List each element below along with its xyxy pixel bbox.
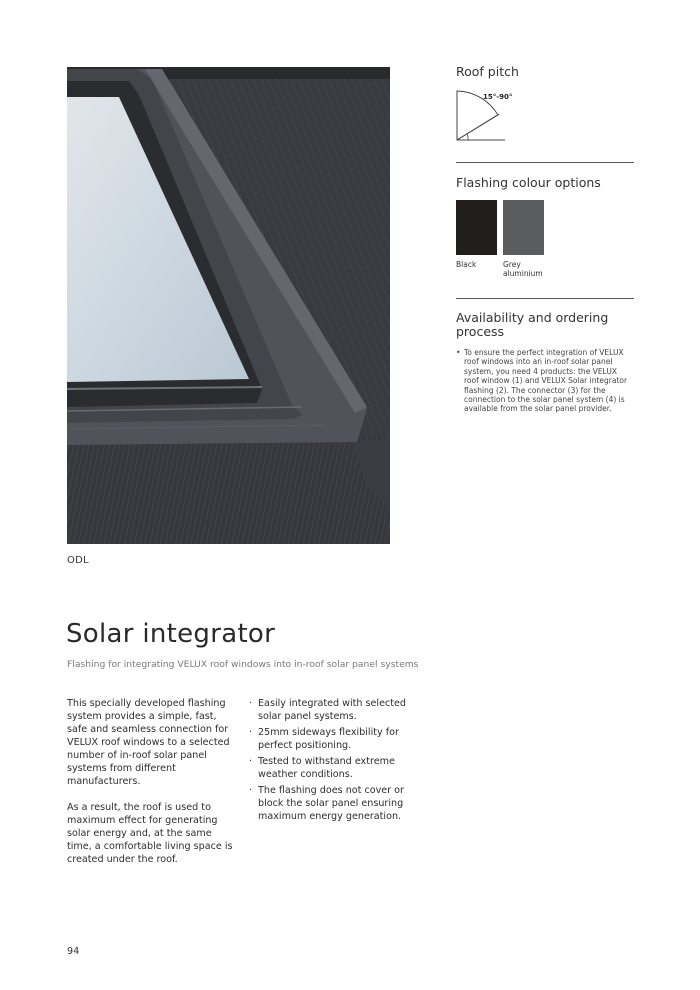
body-text bbox=[67, 697, 237, 879]
colour-label-black: Black bbox=[456, 260, 477, 269]
feature-text: Easily integrated with selected solar panel systems. bbox=[258, 698, 407, 722]
roof-pitch-diagram bbox=[455, 89, 515, 144]
colour-swatch-black bbox=[456, 200, 497, 255]
feature-list bbox=[249, 697, 414, 826]
divider bbox=[456, 162, 634, 163]
list-item bbox=[249, 755, 414, 781]
body-paragraph: As a result, the roof is used to maximum effect for generating solar energy and, at the same time, a comfortable living space is created under the roof. bbox=[67, 802, 233, 865]
page-subtitle: Flashing for integrating VELUX roof windows into in-roof solar panel systems bbox=[67, 659, 419, 670]
photo-caption: ODL bbox=[67, 555, 89, 566]
bullet-glyph: · bbox=[249, 756, 253, 767]
roof-pitch-range: 15°-90° bbox=[483, 93, 513, 101]
flashing-colour-title: Flashing colour options bbox=[456, 175, 601, 190]
divider bbox=[456, 298, 634, 299]
list-item bbox=[249, 697, 414, 723]
availability-text-block bbox=[456, 348, 634, 414]
colour-swatch-grey bbox=[503, 200, 544, 255]
page-title: Solar integrator bbox=[66, 619, 276, 649]
hero-photo bbox=[67, 67, 390, 544]
availability-text: To ensure the perfect integration of VELUX roof windows into an in-roof solar panel system, you need 4 products: the VELUX roof window (1) and VELUX Solar integrator flashing (2). The connector (3) for the connection to the solar panel system (4) is available from the solar panel provider. bbox=[464, 348, 628, 414]
bullet-glyph: · bbox=[249, 727, 253, 738]
list-item bbox=[249, 784, 414, 823]
feature-text: The flashing does not cover or block the solar panel ensuring maximum energy generation. bbox=[258, 785, 404, 822]
bullet-glyph: · bbox=[249, 785, 253, 796]
feature-text: 25mm sideways flexibility for perfect positioning. bbox=[258, 727, 399, 751]
page-number: 94 bbox=[67, 946, 80, 957]
colour-label-grey: Grey aluminium bbox=[503, 260, 543, 278]
bullet-glyph: • bbox=[456, 348, 461, 357]
roof-pitch-title: Roof pitch bbox=[456, 64, 519, 79]
body-paragraph: This specially developed flashing system provides a simple, fast, safe and seamless connection for VELUX roof windows to a selected number of in-roof solar panel systems from different manufacturers. bbox=[67, 698, 230, 787]
availability-title: Availability and ordering process bbox=[456, 310, 609, 339]
feature-text: Tested to withstand extreme weather conditions. bbox=[258, 756, 395, 780]
list-item bbox=[249, 726, 414, 752]
bullet-glyph: · bbox=[249, 698, 253, 709]
